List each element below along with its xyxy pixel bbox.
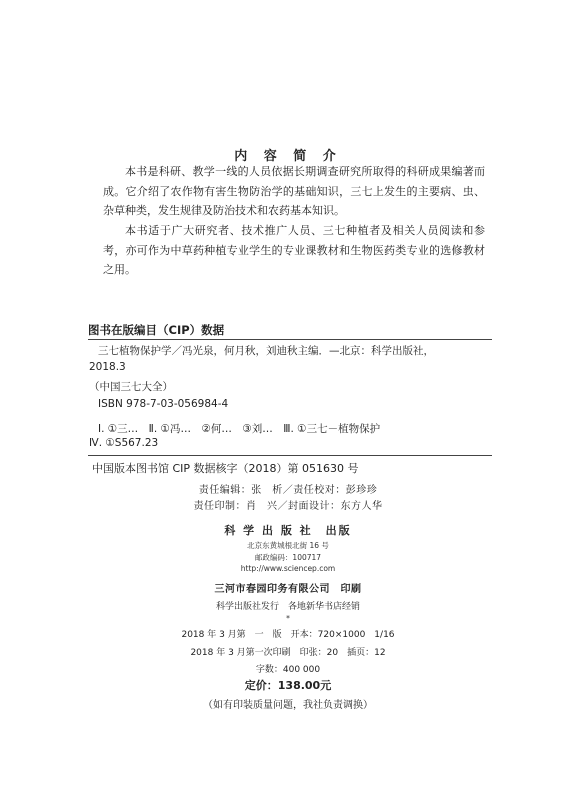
word-count: 字数：400 000 <box>255 665 321 675</box>
abstract-title: 内 容 简 介 <box>234 149 342 164</box>
abstract-paragraph-2: 本书适于广大研究者、技术推广人员、三七种植者及相关人员阅读和参考，亦可作为中草药种植专业学生的专业课教材和生物医药类专业的选修教材之用。 <box>103 224 485 276</box>
cip-top-rule <box>88 339 492 340</box>
cip-record-number: 中国版本图书馆 CIP 数据核字（2018）第 051630 号 <box>92 462 359 475</box>
abstract-paragraph-1: 本书是科研、教学一线的人员依据长期调查研究所取得的科研成果编著而成。它介绍了农作物有害生物防治学的基础知识，三七上发生的主要病、虫、杂草种类，发生规律及防治技术和农药基本知识。 <box>103 165 485 217</box>
cip-line-title: 三七植物保护学／冯光泉，何月秋，刘迪秋主编．—北京：科学出版社， <box>98 345 434 357</box>
cip-line-subjects: Ⅰ. ①三… Ⅱ. ①冯… ②何… ③刘… Ⅲ. ①三七－植物保护 <box>98 423 381 435</box>
price: 定价：138.00元 <box>244 679 332 692</box>
cip-line-classification: Ⅳ. ①S567.23 <box>89 437 159 449</box>
credits-editors: 责任编辑：张 析／责任校对：彭珍珍 <box>198 485 378 496</box>
edition-line-1: 2018 年 3 月第 一 版 开本：720×1000 1/16 <box>181 630 395 640</box>
printer-name: 三河市春园印务有限公司 印刷 <box>214 584 362 595</box>
separator-mark: * <box>286 614 290 623</box>
distribution-line: 科学出版社发行 各地新华书店经销 <box>215 602 360 612</box>
cip-line-isbn: ISBN 978-7-03-056984-4 <box>98 398 229 410</box>
cip-heading: 图书在版编目（CIP）数据 <box>88 323 225 337</box>
quality-notice: （如有印装质量问题，我社负责调换） <box>203 700 373 711</box>
publisher-website: http://www.sciencep.com <box>240 564 336 573</box>
publisher-address: 北京东黄城根北街 16 号 <box>247 541 329 550</box>
publisher-postcode: 邮政编码：100717 <box>254 553 322 562</box>
credits-print-design: 责任印制：肖 兴／封面设计：东方人华 <box>193 501 383 512</box>
edition-line-2: 2018 年 3 月第一次印刷 印张：20 插页：12 <box>190 648 386 658</box>
cip-bottom-rule <box>88 455 492 456</box>
publisher-name: 科 学 出 版 社 出版 <box>224 524 352 537</box>
cip-line-series: （中国三七大全） <box>89 381 173 393</box>
cip-line-year: 2018.3 <box>89 361 126 373</box>
